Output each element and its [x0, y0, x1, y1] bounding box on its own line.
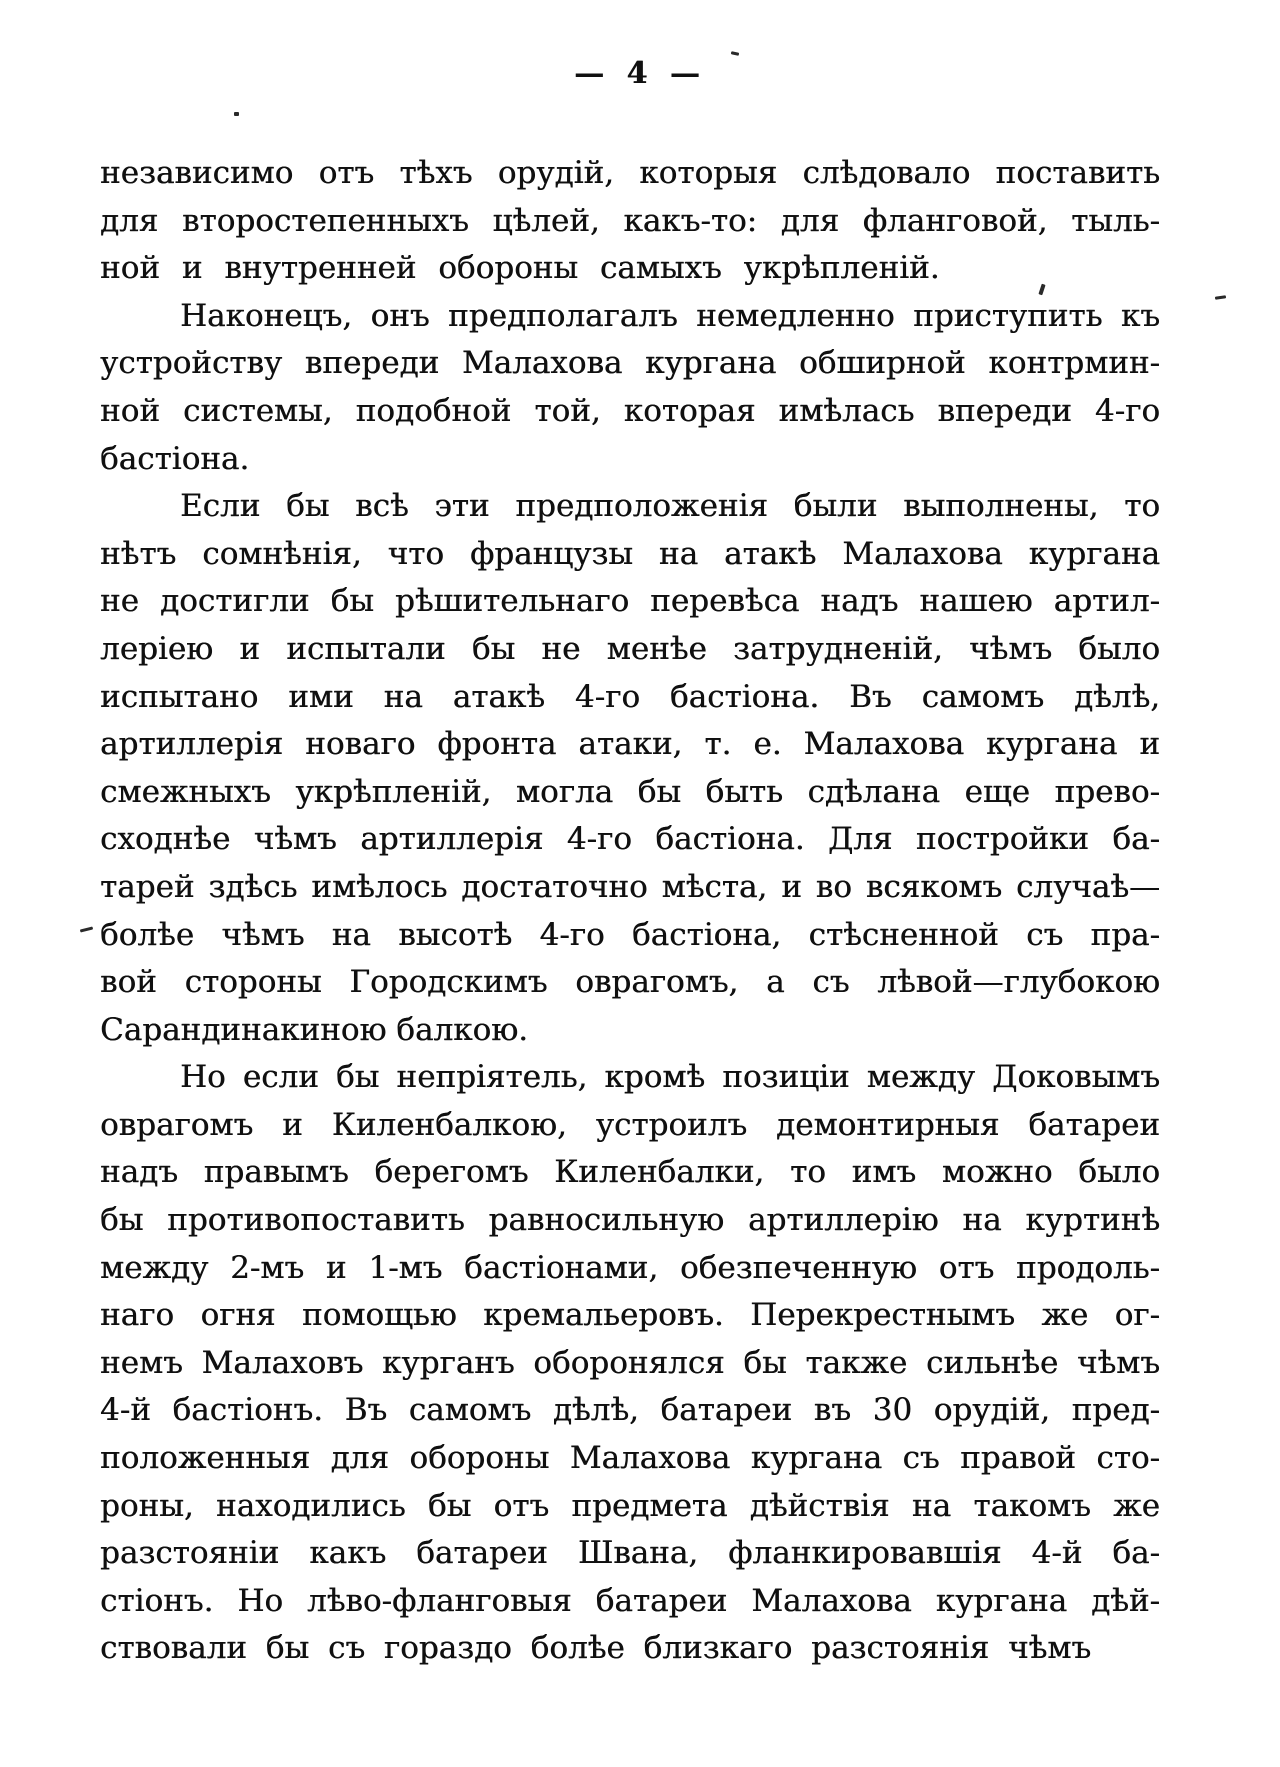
- paragraph-no-esli-by: [100, 1054, 1160, 1673]
- text-line: немъ Малаховъ курганъ оборонялся бы также сильнѣе чѣмъ: [100, 1344, 1160, 1381]
- text-line: испытано ими на атакѣ 4-го бастіона. Въ самомъ дѣлѣ,: [100, 678, 1160, 715]
- text-line: смежныхъ укрѣпленій, могла бы быть сдѣлана еще прево-: [100, 773, 1160, 810]
- text-line: тарей здѣсь имѣлось достаточно мѣста, и во всякомъ случаѣ—: [100, 868, 1160, 905]
- text-line: леріею и испытали бы не менѣе затрудненій, чѣмъ было: [100, 630, 1160, 667]
- text-line: ствовали бы съ гораздо болѣе близкаго разстоянія чѣмъ: [100, 1630, 1092, 1667]
- text-line: для второстепенныхъ цѣлей, какъ-то: для фланговой, тыль-: [100, 202, 1160, 239]
- text-line: стіонъ. Но лѣво-фланговыя батареи Малахова кургана дѣй-: [100, 1582, 1160, 1619]
- text-line: Если бы всѣ эти предположенія были выполнены, то: [180, 488, 1160, 525]
- text-line: между 2-мъ и 1-мъ бастіонами, обезпеченную отъ продоль-: [100, 1249, 1160, 1286]
- text-line: бы противопоставить равносильную артиллерію на куртинѣ: [100, 1202, 1160, 1239]
- text-line: ной и внутренней обороны самыхъ укрѣпленій.: [100, 250, 940, 287]
- text-line: Наконецъ, онъ предполагалъ немедленно приступить къ: [180, 297, 1160, 334]
- scan-speck: [80, 926, 93, 932]
- text-line: Но если бы непріятель, кромѣ позиціи между Доковымъ: [180, 1059, 1160, 1096]
- text-line: не достигли бы рѣшительнаго перевѣса надъ нашею артил-: [100, 583, 1160, 620]
- text-line: нѣтъ сомнѣнія, что французы на атакѣ Малахова кургана: [100, 535, 1160, 572]
- text-line: Сарандинакиною балкою.: [100, 1011, 529, 1048]
- text-line: сходнѣе чѣмъ артиллерія 4-го бастіона. Для постройки ба-: [100, 821, 1160, 858]
- text-line: разстояніи какъ батареи Швана, фланкировавшія 4-й ба-: [100, 1535, 1160, 1572]
- text-block: [100, 150, 1160, 1673]
- text-line: 4-й бастіонъ. Въ самомъ дѣлѣ, батареи въ 30 орудій, пред-: [100, 1392, 1160, 1429]
- text-line: ной системы, подобной той, которая имѣлась впереди 4-го: [100, 392, 1160, 429]
- text-line: независимо отъ тѣхъ орудій, которыя слѣдовало поставить: [100, 155, 1160, 191]
- text-line: надъ правымъ берегомъ Киленбалки, то имъ можно было: [100, 1154, 1160, 1191]
- scan-speck: [234, 112, 239, 116]
- paragraph-continuation: [100, 150, 1160, 293]
- text-line: устройству впереди Малахова кургана обширной контрмин-: [100, 345, 1160, 382]
- text-line: роны, находились бы отъ предмета дѣйствія на такомъ же: [100, 1487, 1160, 1524]
- page-number: — 4 —: [574, 56, 706, 91]
- text-line: наго огня помощью кремальеровъ. Перекрестнымъ же ог-: [100, 1297, 1160, 1334]
- text-line: вой стороны Городскимъ оврагомъ, а съ лѣвой—глубокою: [100, 964, 1160, 1001]
- text-line: бастіона.: [100, 440, 250, 477]
- text-line: положенныя для обороны Малахова кургана съ правой сто-: [100, 1440, 1160, 1477]
- scan-speck: [1215, 295, 1226, 300]
- paragraph-esli-by: [100, 483, 1160, 1054]
- paragraph-nakonets: [100, 293, 1160, 483]
- text-line: оврагомъ и Киленбалкою, устроилъ демонтирныя батареи: [100, 1106, 1160, 1143]
- text-line: болѣе чѣмъ на высотѣ 4-го бастіона, стѣсненной съ пра-: [100, 916, 1160, 953]
- text-line: артиллерія новаго фронта атаки, т. е. Малахова кургана и: [100, 726, 1160, 763]
